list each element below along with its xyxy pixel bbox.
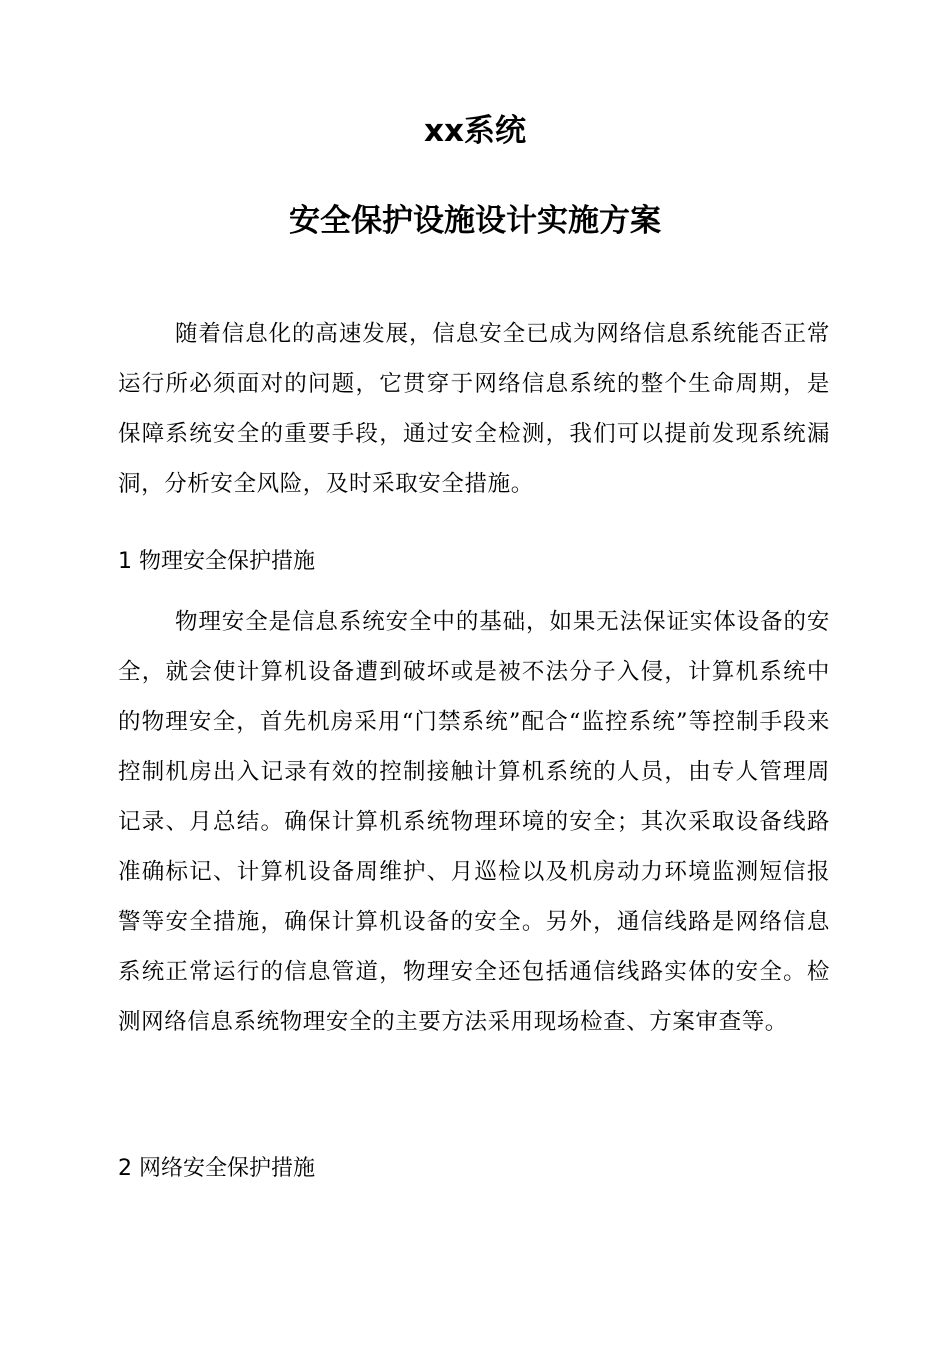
physical-security-paragraph: 物理安全是信息系统安全中的基础，如果无法保证实体设备的安全，就会使计算机设备遭到破坏或是被不法分子入侵，计算机系统中的物理安全，首先机房采用“门禁系统”配合“监控系统”等控制手段来控制机房出入记录有效的控制接触计算机系统的人员，由专人管理周记录、月总结。确保计算机系统物理环境的安全；其次采取设备线路准确标记、计算机设备周维护、月巡检以及机房动力环境监测短信报警等安全措施，确保计算机设备的安全。另外，通信线路是网络信息系统正常运行的信息管道，物理安全还包括通信线路实体的安全。检测网络信息系统物理安全的主要方法采用现场检查、方案审查等。 bbox=[118, 609, 830, 1035]
document-title-system: xx系统 bbox=[424, 113, 526, 149]
intro-paragraph: 随着信息化的高速发展，信息安全已成为网络信息系统能否正常运行所必须面对的问题，它贯穿于网络信息系统的整个生命周期，是保障系统安全的重要手段，通过安全检测，我们可以提前发现系统漏洞，分析安全风险，及时采取安全措施。 bbox=[118, 321, 830, 497]
section-heading-physical-security: 1 物理安全保护措施 bbox=[118, 549, 315, 574]
section-heading-network-security: 2 网络安全保护措施 bbox=[118, 1156, 315, 1181]
document-title-plan: 安全保护设施设计实施方案 bbox=[289, 203, 661, 239]
